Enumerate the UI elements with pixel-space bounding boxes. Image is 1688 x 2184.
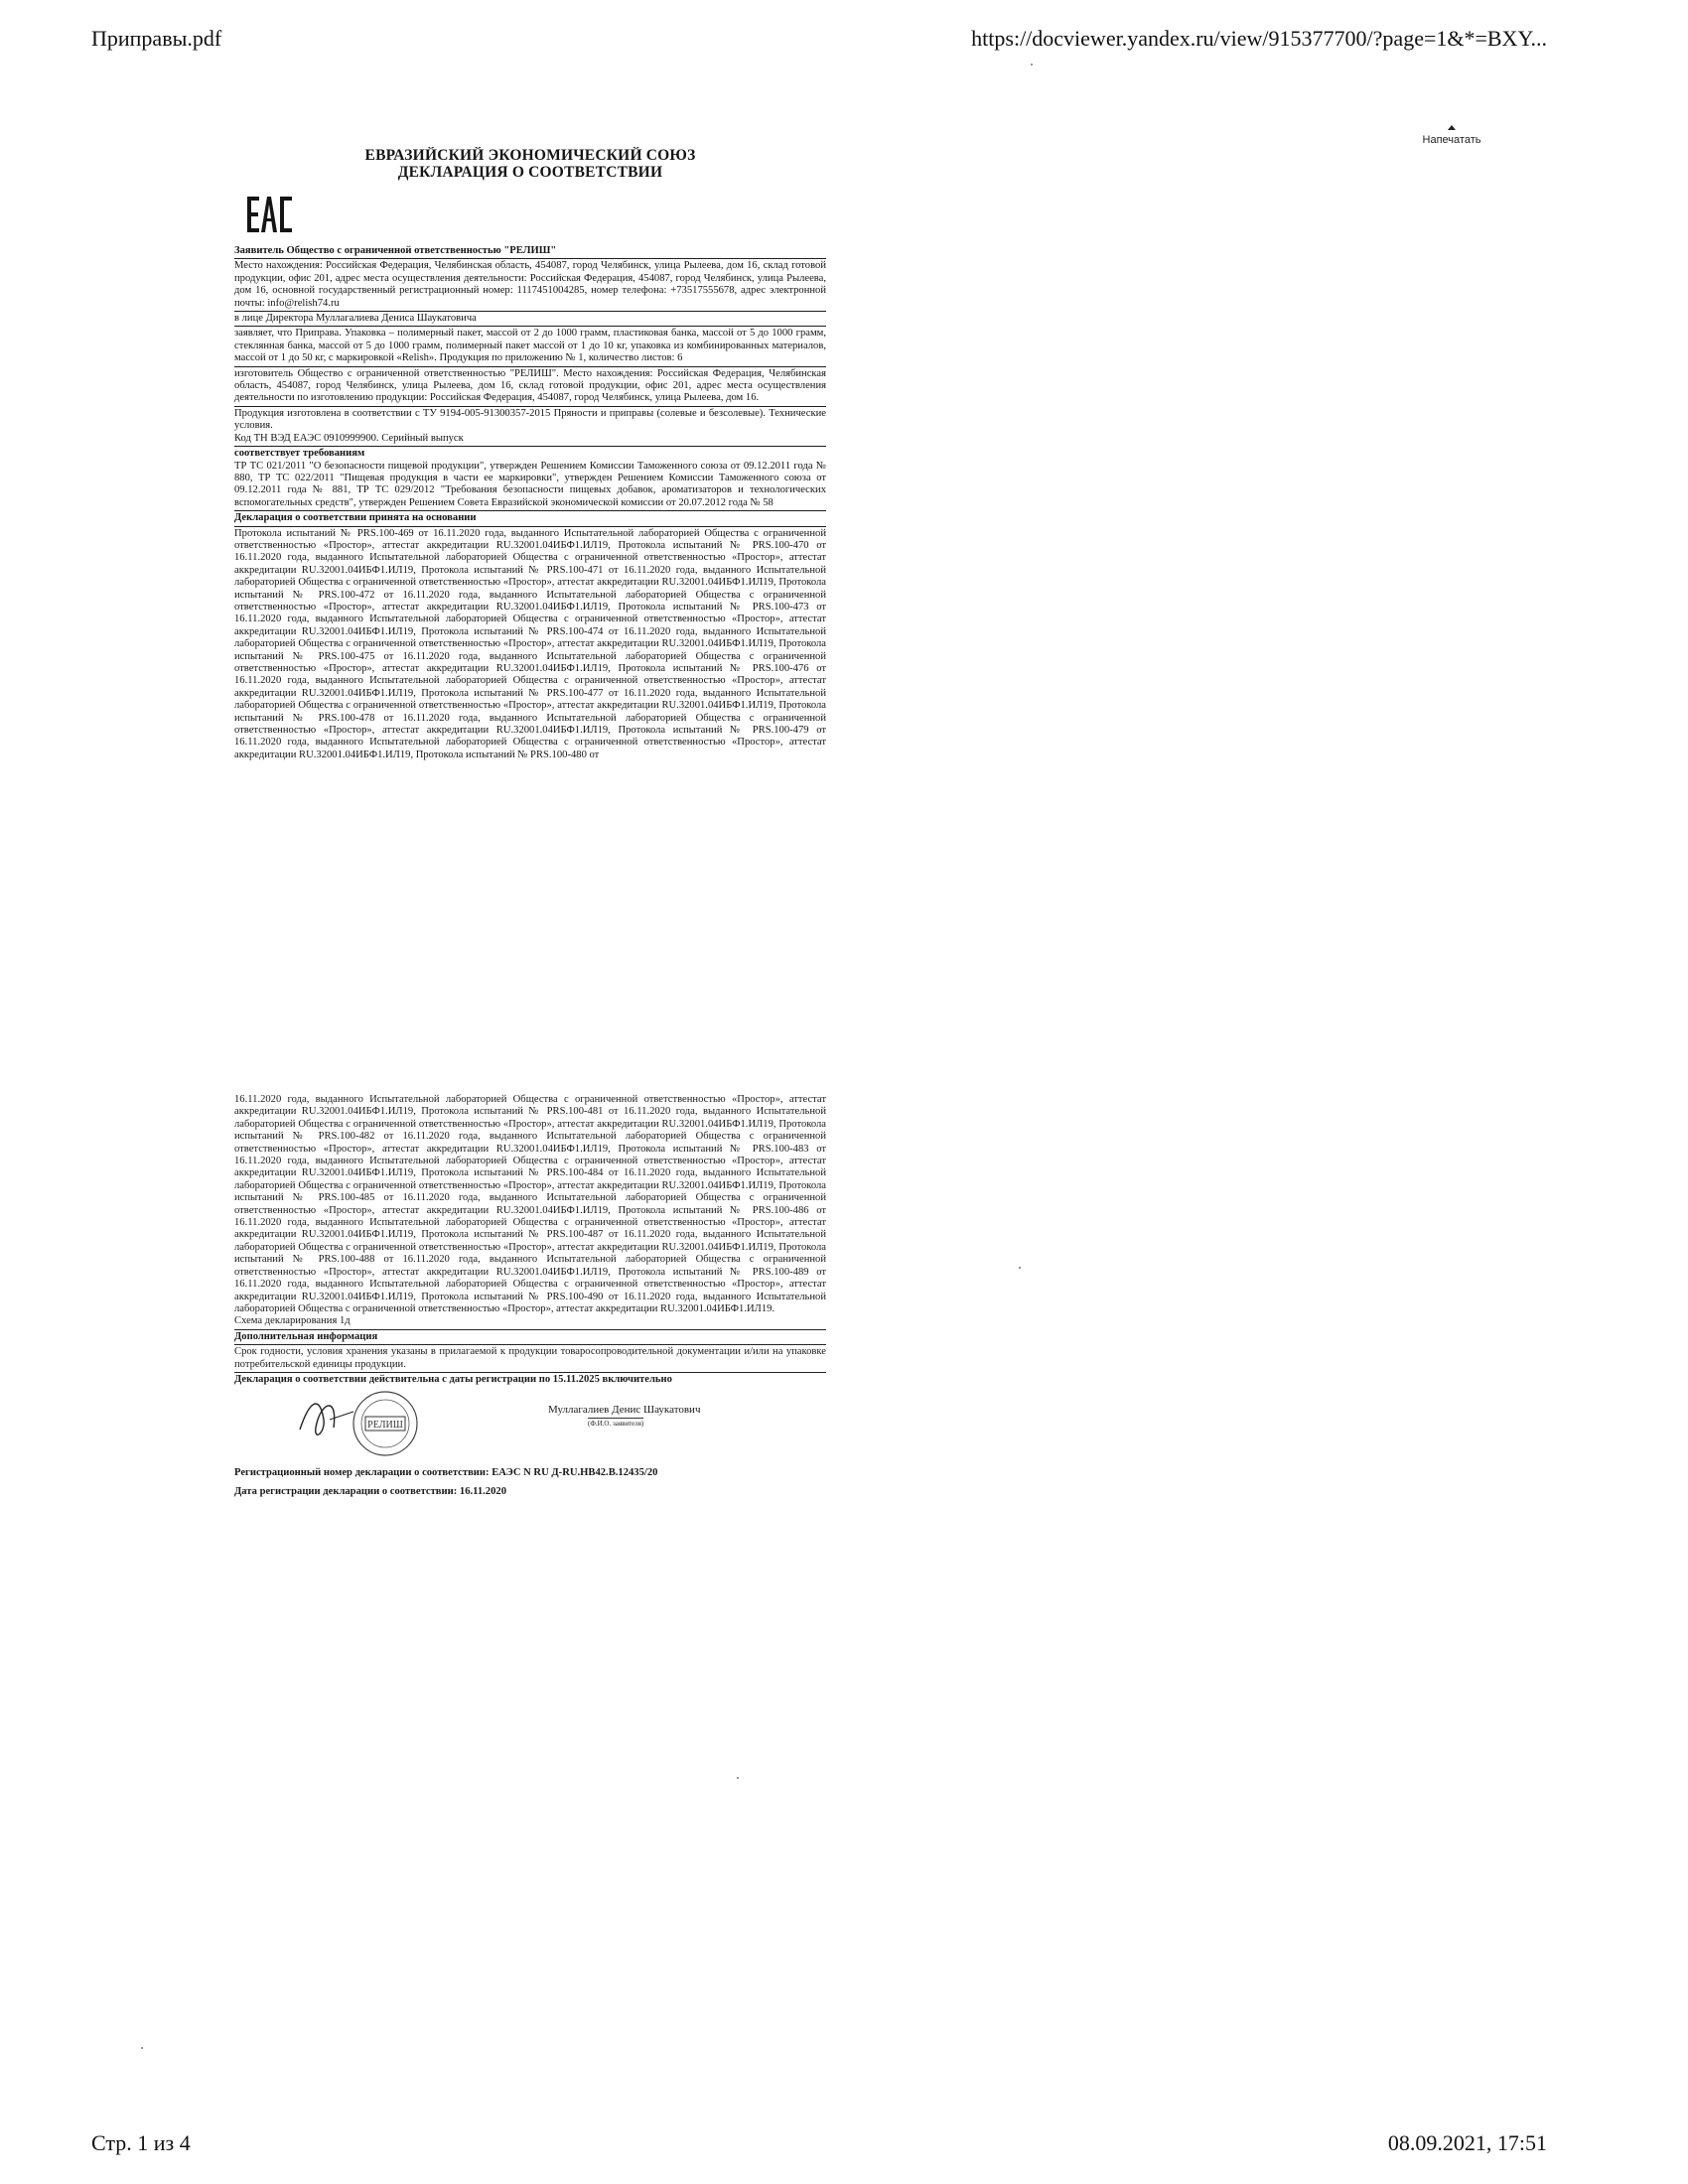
produced-per: Продукция изготовлена в соответствии с ТУ 9194-005-91300357-2015 Пряности и приправы (солевые и безсолевые). Технические условия. bbox=[234, 407, 826, 432]
requirements: ТР ТС 021/2011 "О безопасности пищевой продукции", утвержден Решением Комиссии Таможенного союза от 09.12.2011 года № 880, ТР ТС 022/2011 "Пищевая продукция в части ее маркировки", утвержден Решением Комиссии Таможенного союза от 09.12.2011 года № 881, ТР ТС 029/2012 "Требования безопасности пищевых добавок, ароматизаторов и технологических вспомогательных средств", утвержден Решением Совета Евразийской экономической комиссии от 20.07.2012 года № 58 bbox=[234, 461, 826, 512]
manufacturer: изготовитель Общество с ограниченной ответственностью "РЕЛИШ". Место нахождения: Российская Федерация, Челябинская область, 454087, город Челябинск, улица Рылеева, дом 16, склад готовой продукции, офис 201, адрес места осуществления деятельности по изготовлению продукции: Российская Федерация, 454087, город Челябинск, улица Рылеева, дом 16. bbox=[234, 368, 826, 407]
print-button-label: Напечатать bbox=[1422, 134, 1481, 146]
print-arrow-icon bbox=[1448, 125, 1456, 130]
scan-speck bbox=[1019, 1267, 1021, 1269]
signature-stamp-icon bbox=[290, 1390, 439, 1459]
tn-ved-code: Код ТН ВЭД ЕАЭС 0910999900. Серийный выпуск bbox=[234, 433, 826, 447]
additional-label: Дополнительная информация bbox=[234, 1331, 826, 1345]
print-footer-page: Стр. 1 из 4 bbox=[91, 2130, 191, 2155]
complies-label: соответствует требованиям bbox=[234, 448, 365, 460]
scheme: Схема декларирования 1д bbox=[234, 1315, 826, 1329]
scan-speck bbox=[1031, 64, 1033, 66]
signature-area bbox=[234, 1390, 826, 1459]
applicant-location: Место нахождения: Российская Федерация, Челябинская область, 454087, город Челябинск, улица Рылеева, дом 16, склад готовой продукции, офис 201, адрес места осуществления деятельности: Российская Федерация, 454087, город Челябинск, улица Рылеева, дом 16, основной государственный регистрационный номер: 1117451004285, номер телефона: +73517555678, адрес электронной почты: info@relish74.ru bbox=[234, 260, 826, 312]
print-header-url: https://docviewer.yandex.ru/view/915377700/?page=1&*=BXY... bbox=[971, 26, 1547, 51]
document-title: ДЕКЛАРАЦИЯ О СООТВЕТСТВИИ bbox=[397, 164, 663, 181]
declaration-document-continued bbox=[234, 1094, 826, 1497]
signer-caption: (Ф.И.О. заявителя) bbox=[588, 1420, 644, 1429]
signer-name: Муллагалиев Денис Шаукатович bbox=[548, 1404, 701, 1417]
protocols-part2: 16.11.2020 года, выданного Испытательной лабораторией Общества с ограниченной ответственностью «Простор», аттестат аккредитации RU.32001.04ИБФ1.ИЛ19, Протокола испытаний № PRS.100-481 от 16.11.2020 года, выданного Испытательной лабораторией Общества с ограниченной ответственностью «Простор», аттестат аккредитации RU.32001.04ИБФ1.ИЛ19, Протокола испытаний № PRS.100-482 от 16.11.2020 года, выданного Испытательной лабораторией Общества с ограниченной ответственностью «Простор», аттестат аккредитации RU.32001.04ИБФ1.ИЛ19, Протокола испытаний № PRS.100-483 от 16.11.2020 года, выданного Испытательной лабораторией Общества с ограниченной ответственностью «Простор», аттестат аккредитации RU.32001.04ИБФ1.ИЛ19, Протокола испытаний № PRS.100-484 от 16.11.2020 года, выданного Испытательной лабораторией Общества с ограниченной ответственностью «Простор», аттестат аккредитации RU.32001.04ИБФ1.ИЛ19, Протокола испытаний № PRS.100-485 от 16.11.2020 года, выданного Испытательной лабораторией Общества с ограниченной ответственностью «Простор», аттестат аккредитации RU.32001.04ИБФ1.ИЛ19, Протокола испытаний № PRS.100-486 от 16.11.2020 года, выданного Испытательной лабораторией Общества с ограниченной ответственностью «Простор», аттестат аккредитации RU.32001.04ИБФ1.ИЛ19, Протокола испытаний № PRS.100-487 от 16.11.2020 года, выданного Испытательной лабораторией Общества с ограниченной ответственностью «Простор», аттестат аккредитации RU.32001.04ИБФ1.ИЛ19, Протокола испытаний № PRS.100-488 от 16.11.2020 года, выданного Испытательной лабораторией Общества с ограниченной ответственностью «Простор», аттестат аккредитации RU.32001.04ИБФ1.ИЛ19, Протокола испытаний № PRS.100-489 от 16.11.2020 года, выданного Испытательной лабораторией Общества с ограниченной ответственностью «Простор», аттестат аккредитации RU.32001.04ИБФ1.ИЛ19, Протокола испытаний № PRS.100-490 от 16.11.2020 года, выданного Испытательной лабораторией Общества с ограниченной ответственностью «Простор», аттестат аккредитации RU.32001.04ИБФ1.ИЛ19. bbox=[234, 1094, 826, 1314]
print-button[interactable] bbox=[1412, 125, 1491, 146]
stamp-label: РЕЛИШ bbox=[367, 1420, 403, 1432]
validity: Декларация о соответствии действительна с даты регистрации по 15.11.2025 включительно bbox=[234, 1373, 672, 1385]
scan-speck bbox=[141, 2047, 143, 2049]
print-header-filename: Приправы.pdf bbox=[91, 26, 222, 51]
registration-date: Дата регистрации декларации о соответствии: 16.11.2020 bbox=[234, 1486, 506, 1498]
eac-logo-icon bbox=[246, 191, 294, 238]
registration-number: Регистрационный номер декларации о соответствии: ЕАЭС N RU Д-RU.НВ42.В.12435/20 bbox=[234, 1467, 658, 1479]
protocols-part1: Протокола испытаний № PRS.100-469 от 16.11.2020 года, выданного Испытательной лабораторией Общества с ограниченной ответственностью «Простор», аттестат аккредитации RU.32001.04ИБФ1.ИЛ19, Протокола испытаний № PRS.100-470 от 16.11.2020 года, выданного Испытательной лабораторией Общества с ограниченной ответственностью «Простор», аттестат аккредитации RU.32001.04ИБФ1.ИЛ19, Протокола испытаний № PRS.100-471 от 16.11.2020 года, выданного Испытательной лабораторией Общества с ограниченной ответственностью «Простор», аттестат аккредитации RU.32001.04ИБФ1.ИЛ19, Протокола испытаний № PRS.100-472 от 16.11.2020 года, выданного Испытательной лабораторией Общества с ограниченной ответственностью «Простор», аттестат аккредитации RU.32001.04ИБФ1.ИЛ19, Протокола испытаний № PRS.100-473 от 16.11.2020 года, выданного Испытательной лабораторией Общества с ограниченной ответственностью «Простор», аттестат аккредитации RU.32001.04ИБФ1.ИЛ19, Протокола испытаний № PRS.100-474 от 16.11.2020 года, выданного Испытательной лабораторией Общества с ограниченной ответственностью «Простор», аттестат аккредитации RU.32001.04ИБФ1.ИЛ19, Протокола испытаний № PRS.100-475 от 16.11.2020 года, выданного Испытательной лабораторией Общества с ограниченной ответственностью «Простор», аттестат аккредитации RU.32001.04ИБФ1.ИЛ19, Протокола испытаний № PRS.100-476 от 16.11.2020 года, выданного Испытательной лабораторией Общества с ограниченной ответственностью «Простор», аттестат аккредитации RU.32001.04ИБФ1.ИЛ19, Протокола испытаний № PRS.100-477 от 16.11.2020 года, выданного Испытательной лабораторией Общества с ограниченной ответственностью «Простор», аттестат аккредитации RU.32001.04ИБФ1.ИЛ19, Протокола испытаний № PRS.100-478 от 16.11.2020 года, выданного Испытательной лабораторией Общества с ограниченной ответственностью «Простор», аттестат аккредитации RU.32001.04ИБФ1.ИЛ19, Протокола испытаний № PRS.100-479 от 16.11.2020 года, выданного Испытательной лабораторией Общества с ограниченной ответственностью «Простор», аттестат аккредитации RU.32001.04ИБФ1.ИЛ19, Протокола испытаний № PRS.100-480 от bbox=[234, 527, 826, 760]
print-footer-datetime: 08.09.2021, 17:51 bbox=[1387, 2130, 1547, 2155]
additional-info: Срок годности, условия хранения указаны в прилагаемой к продукции товаросопроводительной документации и/или на упаковке потребительской единицы продукции. bbox=[234, 1346, 826, 1373]
applicant: Заявитель Общество с ограниченной ответственностью "РЕЛИШ" bbox=[234, 245, 826, 259]
declaration-document bbox=[234, 147, 826, 761]
basis-label: Декларация о соответствии принята на основании bbox=[234, 512, 826, 526]
union-title: ЕВРАЗИЙСКИЙ ЭКОНОМИЧЕСКИЙ СОЮЗ bbox=[364, 147, 696, 164]
director: в лице Директора Муллагалиева Дениса Шаукатовича bbox=[234, 313, 826, 327]
scan-speck bbox=[737, 1777, 739, 1779]
product-declaration: заявляет, что Приправа. Упаковка – полимерный пакет, массой от 2 до 1000 грамм, пластиковая банка, массой от 5 до 1000 грамм, стеклянная банка, массой от 5 до 1000 грамм, полимерный пакет массой от 1 до 10 кг, упаковка из комбинированных материалов, массой от 1 до 50 кг, с маркировкой «Relish». Продукция по приложению № 1, количество листов: 6 bbox=[234, 328, 826, 366]
